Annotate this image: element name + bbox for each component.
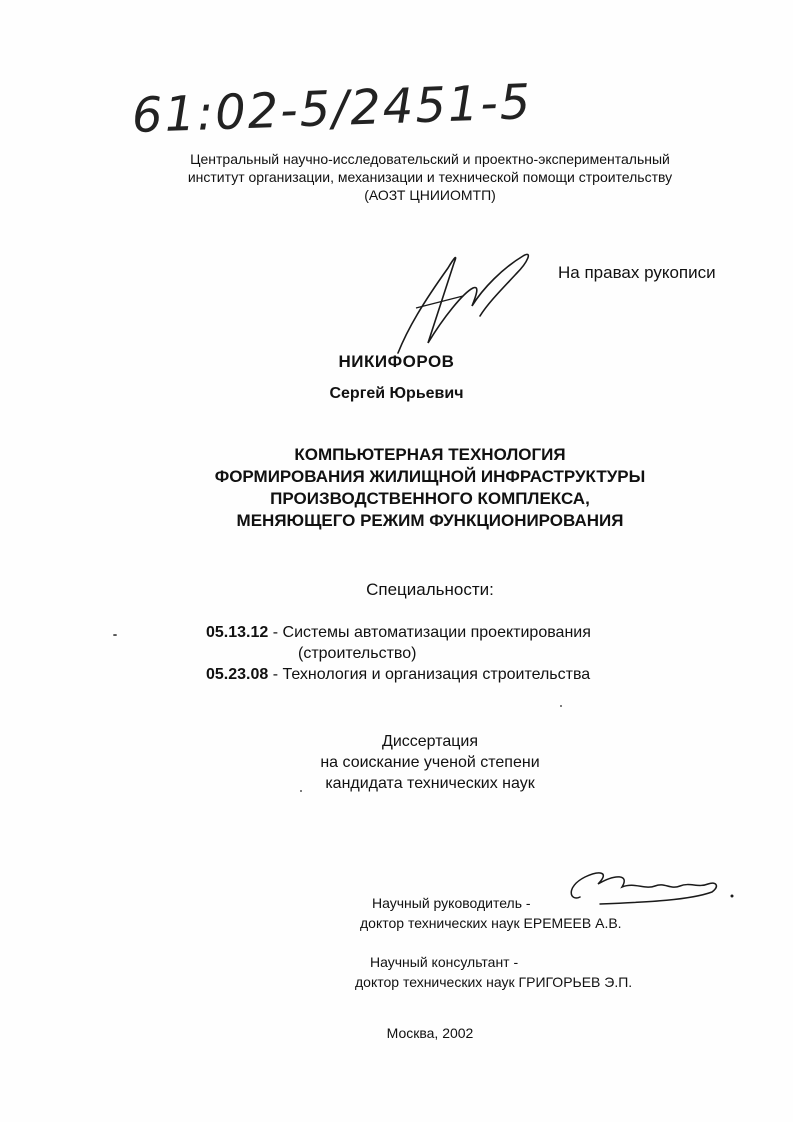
author-signature (388, 248, 538, 358)
rights-note: На правах рукописи (558, 263, 716, 282)
degree-line: кандидата технических наук (325, 775, 535, 792)
dissertation-title (0, 444, 793, 532)
institute-line-2: институт организации, механизации и технической помощи строительству (187, 169, 673, 185)
title-line: КОМПЬЮТЕРНАЯ ТЕХНОЛОГИЯ (294, 445, 566, 464)
supervisor-person: доктор технических наук ЕРЕМЕЕВ А.В. (360, 915, 622, 931)
degree-line: на соискание ученой степени (320, 754, 540, 771)
specialty-row (206, 664, 591, 685)
author-given-names: Сергей Юрьевич (329, 385, 464, 402)
title-line: МЕНЯЮЩЕГО РЕЖИМ ФУНКЦИОНИРОВАНИЯ (236, 511, 624, 530)
institute-line-1: Центральный научно-исследовательский и проектно-экспериментальный (190, 151, 670, 167)
specialty-text: - Системы автоматизации проектирования (272, 624, 591, 641)
title-line: ФОРМИРОВАНИЯ ЖИЛИЩНОЙ ИНФРАСТРУКТУРЫ (214, 467, 646, 486)
specialty-continuation: (строительство) (298, 645, 417, 662)
title-line: ПРОИЗВОДСТВЕННОГО КОМПЛЕКСА, (270, 489, 590, 508)
scan-speck (560, 705, 562, 707)
scan-speck (113, 634, 117, 636)
handwritten-catalog-number: 61:02-5/2451-5 (131, 74, 534, 144)
consultant-role: Научный консультант - (370, 954, 519, 970)
place-and-year: Москва, 2002 (386, 1025, 474, 1041)
scientific-consultant (355, 952, 632, 992)
scan-speck (300, 790, 302, 792)
dissertation-degree (0, 731, 793, 794)
specialty-text: - Технология и организация строительства (272, 666, 591, 683)
degree-line: Диссертация (381, 733, 479, 750)
scientific-supervisor (360, 893, 622, 933)
author-surname: НИКИФОРОВ (338, 352, 455, 371)
specialties-list (206, 622, 591, 685)
specialty-code: 05.13.12 (206, 624, 269, 641)
specialty-row (206, 622, 591, 643)
specialties-label: Специальности: (366, 580, 494, 599)
consultant-person: доктор технических наук ГРИГОРЬЕВ Э.П. (355, 974, 633, 990)
institute-header (120, 150, 740, 204)
specialty-code: 05.23.08 (206, 666, 269, 683)
supervisor-role: Научный руководитель - (372, 895, 531, 911)
institute-line-3: (АОЗТ ЦНИИОМТП) (364, 187, 496, 203)
